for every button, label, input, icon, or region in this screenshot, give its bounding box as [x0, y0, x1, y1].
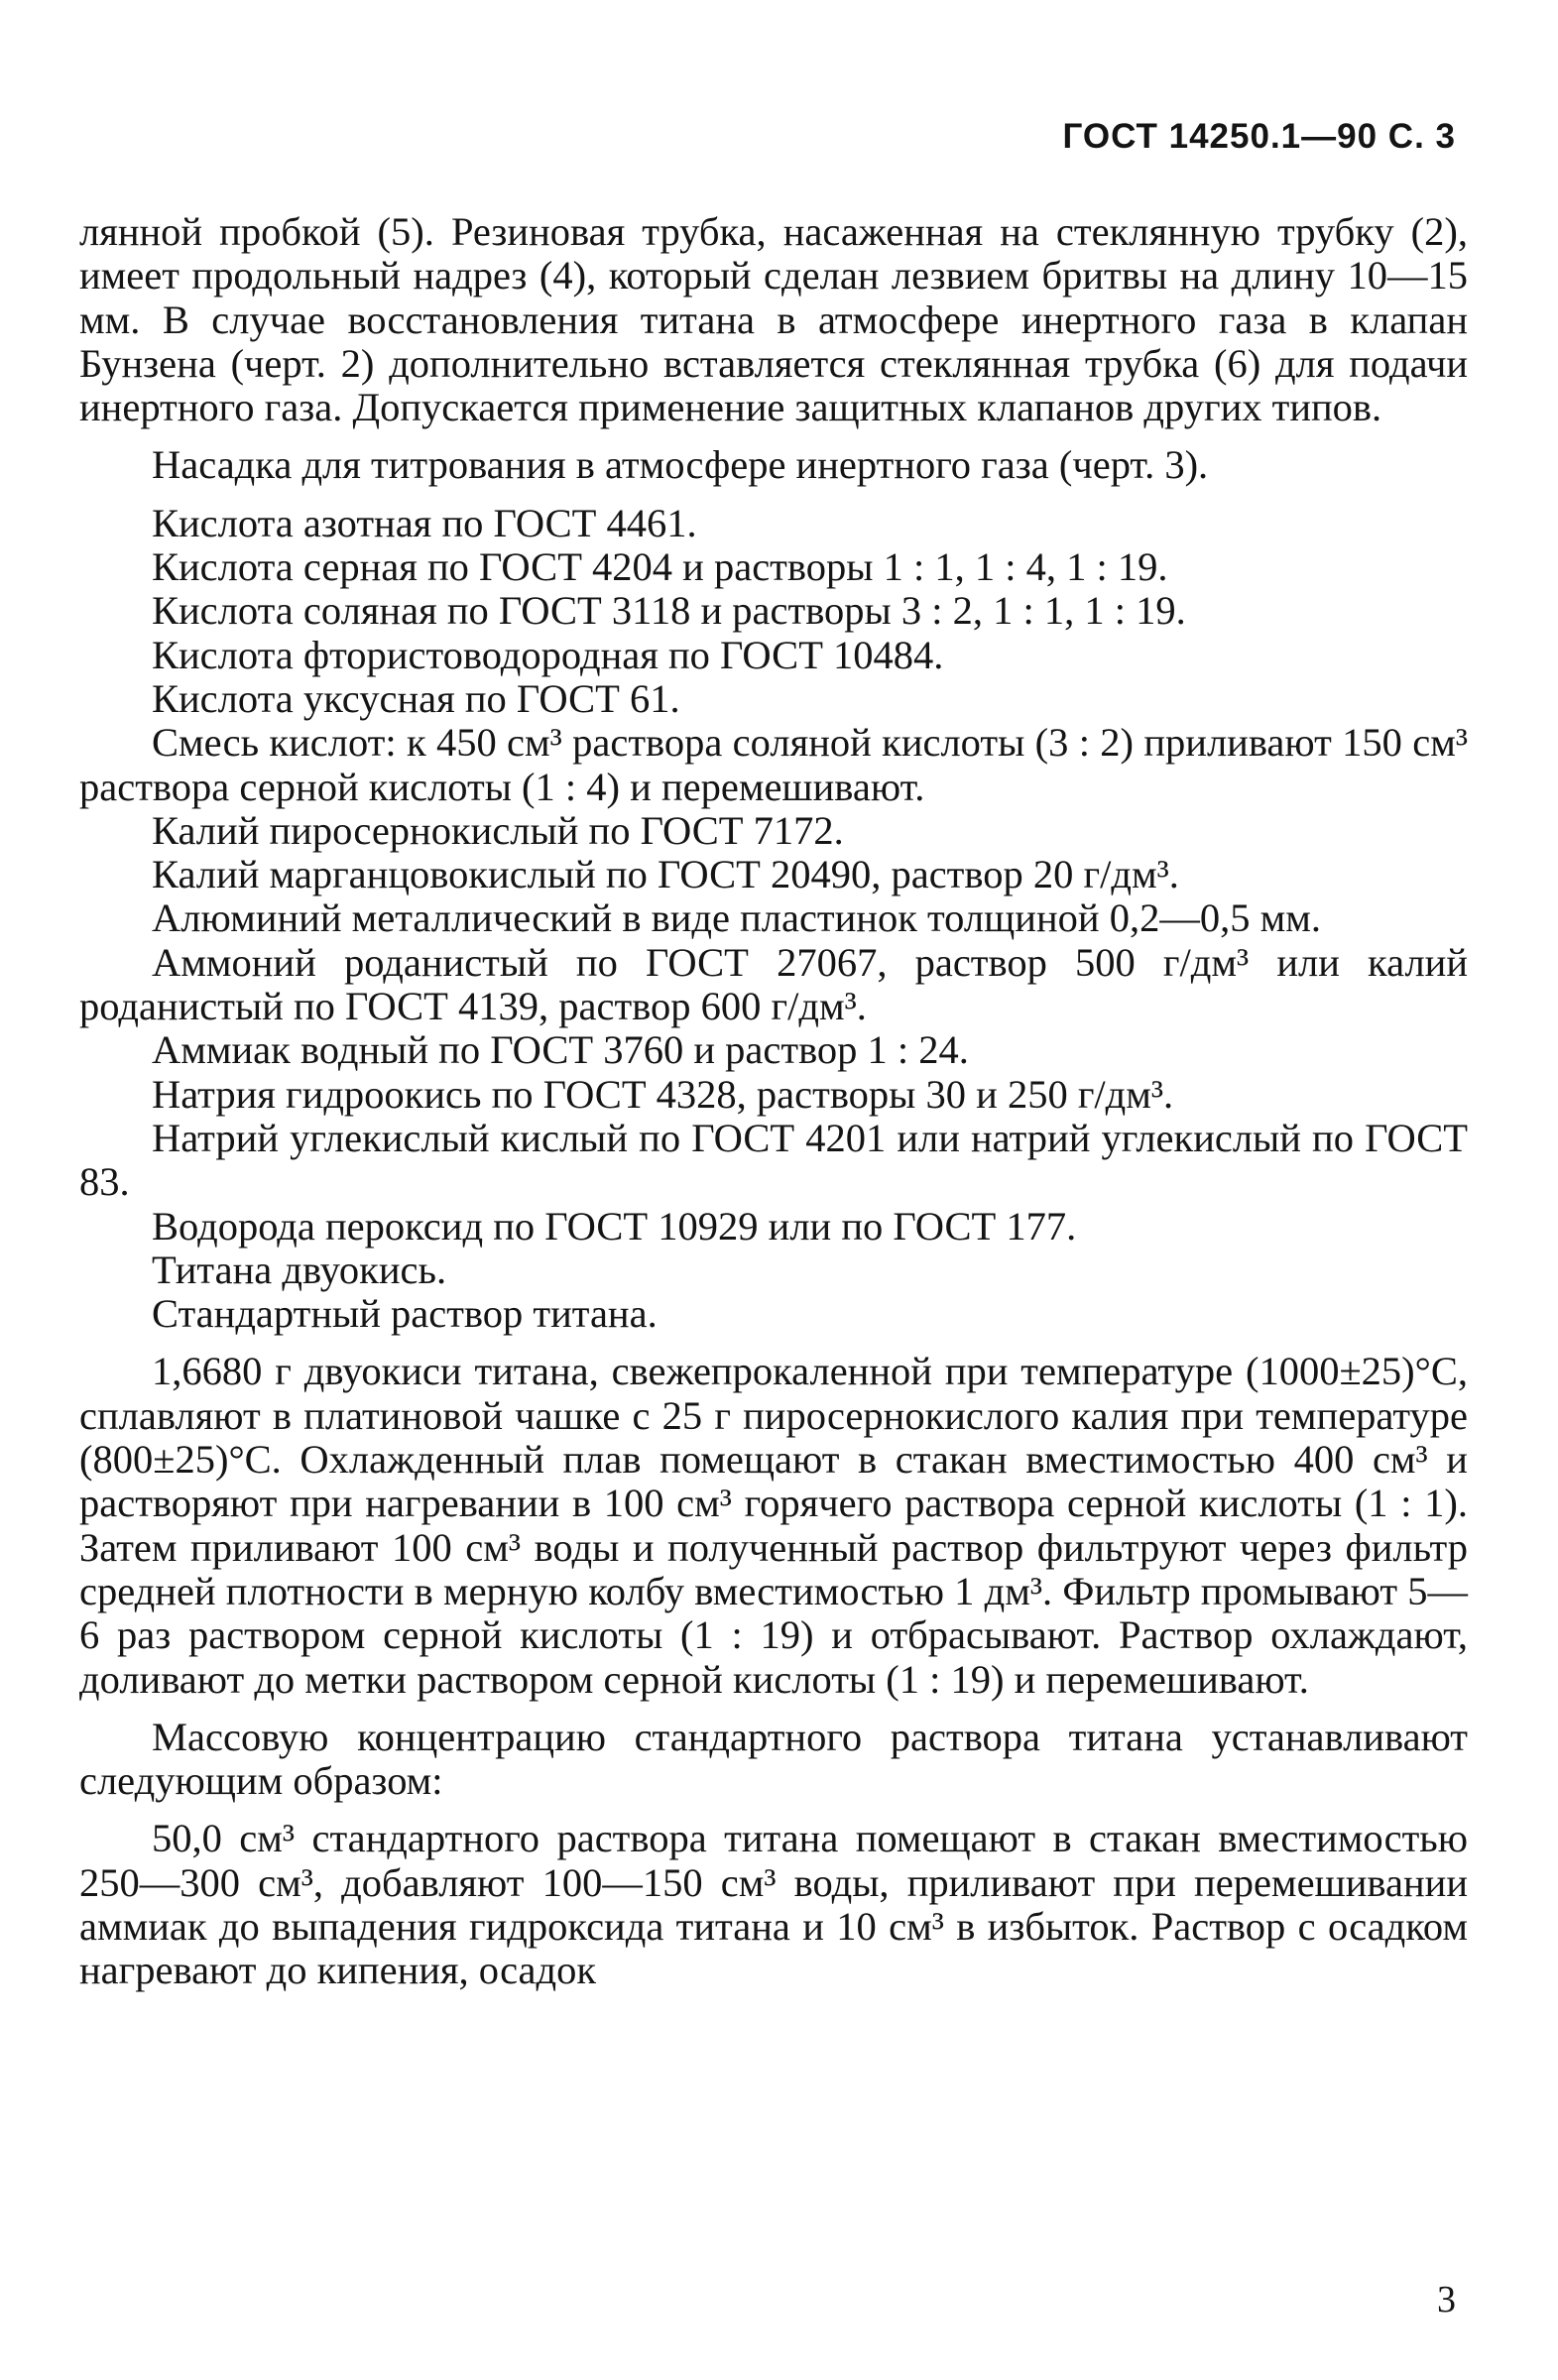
reagent-potassium-pyrosulfate: Калий пиросернокислый по ГОСТ 7172. [152, 807, 844, 853]
paragraph-valve-description: лянной пробкой (5). Резиновая трубка, насаженная на стеклянную трубку (2), имеет продольный надрез (4), который сделан лезвием бритвы на длину 10—15 мм. В случае восстановления титана в атмосфере инертного газа в клапан Бунзена (черт. 2) дополнительно вставляется стеклянная трубка (6) для подачи инертного газа. Допускается применение защитных клапанов других типов. [79, 209, 1468, 430]
reagent-sodium-hydroxide: Натрия гидроокись по ГОСТ 4328, растворы 30 и 250 г/дм³. [152, 1071, 1174, 1117]
reagent-sulfuric-acid: Кислота серная по ГОСТ 4204 и растворы 1 : 1, 1 : 4, 1 : 19. [152, 544, 1168, 590]
reagent-nitric-acid: Кислота азотная по ГОСТ 4461. [152, 500, 697, 545]
running-header: ГОСТ 14250.1—90 С. 3 [1062, 117, 1456, 156]
page-number: 3 [1437, 2279, 1456, 2320]
reagent-potassium-permanganate: Калий марганцовокислый по ГОСТ 20490, раствор 20 г/дм³. [152, 852, 1179, 897]
reagent-aluminum: Алюминий металлический в виде пластинок толщиной 0,2—0,5 мм. [152, 895, 1321, 941]
paragraph-concentration-procedure: 50,0 см³ стандартного раствора титана помещают в стакан вместимостью 250—300 см³, добавляют 100—150 см³ воды, приливают при перемешивании аммиак до выпадения гидроксида титана и 10 см³ в избыток. Раствор с осадком нагревают до кипения, осадок [79, 1816, 1468, 1993]
reagent-sodium-bicarbonate: Натрий углекислый кислый по ГОСТ 4201 или натрий углекислый по ГОСТ 83. [79, 1115, 1468, 1205]
reagent-acid-mixture: Смесь кислот: к 450 см³ раствора соляной кислоты (3 : 2) приливают 150 см³ раствора серной кислоты (1 : 4) и перемешивают. [79, 720, 1468, 809]
reagent-ammonium-thiocyanate: Аммоний роданистый по ГОСТ 27067, раствор 500 г/дм³ или калий роданистый по ГОСТ 4139, раствор 600 г/дм³. [79, 939, 1468, 1029]
document-body [79, 210, 1468, 2007]
reagent-titanium-dioxide: Титана двуокись. [152, 1247, 447, 1292]
reagent-hydrochloric-acid: Кислота соляная по ГОСТ 3118 и растворы 3 : 2, 1 : 1, 1 : 19. [152, 588, 1186, 634]
reagent-acetic-acid: Кислота уксусная по ГОСТ 61. [152, 675, 680, 721]
paragraph-concentration-intro: Массовую концентрацию стандартного раствора титана устанавливают следующим образом: [79, 1714, 1468, 1804]
reagent-hydrogen-peroxide: Водорода пероксид по ГОСТ 10929 или по ГОСТ 177. [152, 1203, 1077, 1249]
reagent-titanium-standard-solution: Стандартный раствор титана. [152, 1291, 658, 1337]
reagent-aqueous-ammonia: Аммиак водный по ГОСТ 3760 и раствор 1 : 24. [152, 1027, 969, 1073]
paragraph-titration-nozzle: Насадка для титрования в атмосфере инертного газа (черт. 3). [152, 442, 1209, 488]
paragraph-standard-preparation: 1,6680 г двуокиси титана, свежепрокаленной при температуре (1000±25)°С, сплавляют в платиновой чашке с 25 г пиросернокислого калия при температуре (800±25)°С. Охлажденный плав помещают в стакан вместимостью 400 см³ и растворяют при нагревании в 100 см³ горячего раствора серной кислоты (1 : 1). Затем приливают 100 см³ воды и полученный раствор фильтруют через фильтр средней плотности в мерную колбу вместимостью 1 дм³. Фильтр промывают 5—6 раз раствором серной кислоты (1 : 19) и отбрасывают. Раствор охлаждают, доливают до метки раствором серной кислоты (1 : 19) и перемешивают. [79, 1349, 1468, 1702]
reagent-hydrofluoric-acid: Кислота фтористоводородная по ГОСТ 10484. [152, 632, 944, 677]
